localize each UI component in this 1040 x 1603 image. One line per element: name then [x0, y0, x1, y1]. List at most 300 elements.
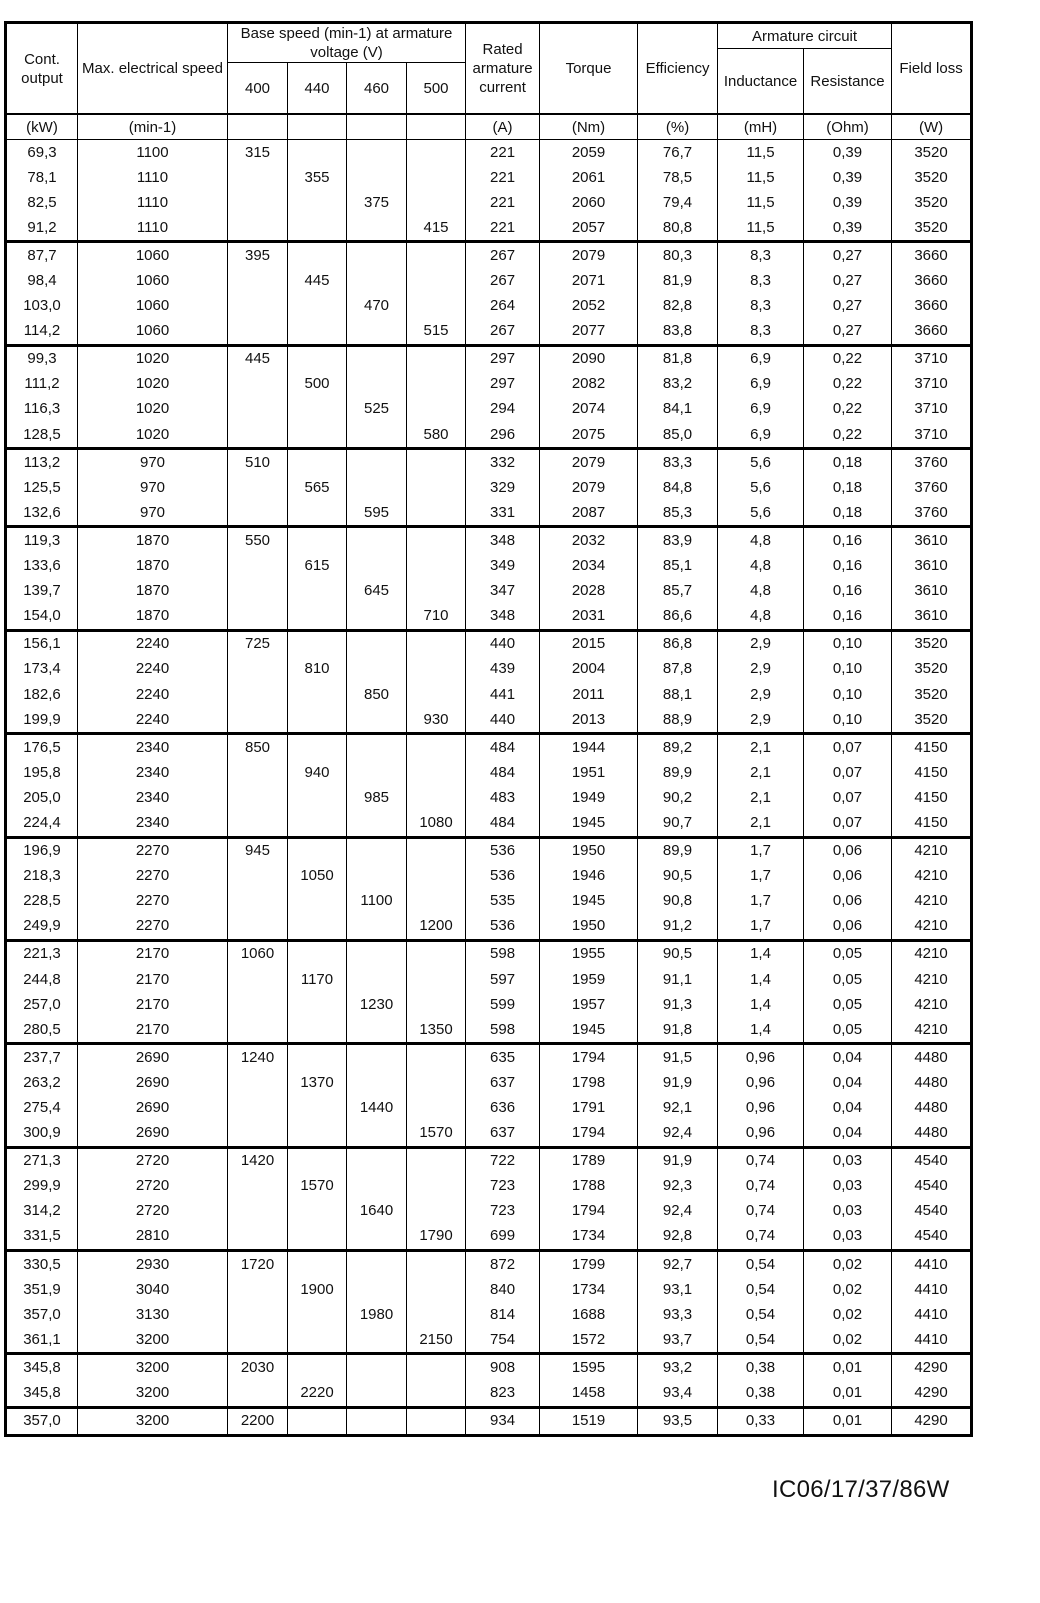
table-row: [6, 630, 972, 657]
inductance-cell: 0,96: [718, 1121, 804, 1148]
rated-current-cell: 348: [466, 527, 540, 554]
torque-cell: 2071: [540, 268, 638, 293]
resistance-cell: 0,39: [804, 140, 892, 166]
table-row: [6, 140, 972, 166]
inductance-cell: 8,3: [718, 319, 804, 346]
field-loss-cell: 4210: [892, 889, 972, 914]
base-speed-cell: [288, 682, 347, 707]
torque-cell: 1572: [540, 1327, 638, 1354]
efficiency-cell: 83,3: [638, 449, 718, 476]
max-speed-cell: 2720: [78, 1147, 228, 1174]
table-row: [6, 1327, 972, 1354]
max-speed-cell: 1060: [78, 242, 228, 269]
efficiency-cell: 86,6: [638, 604, 718, 631]
base-speed-cell: 595: [347, 500, 407, 527]
efficiency-cell: 92,4: [638, 1121, 718, 1148]
field-loss-cell: 3760: [892, 475, 972, 500]
base-speed-cell: [288, 837, 347, 864]
base-speed-cell: [228, 1174, 288, 1199]
rated-current-cell: 484: [466, 810, 540, 837]
inductance-cell: 1,7: [718, 837, 804, 864]
rated-current-cell: 439: [466, 657, 540, 682]
base-speed-cell: 510: [228, 449, 288, 476]
header-base-speed: Base speed (min-1) at armature voltage (V): [228, 23, 466, 63]
field-loss-cell: 4410: [892, 1327, 972, 1354]
base-speed-cell: [288, 1121, 347, 1148]
inductance-cell: 0,74: [718, 1199, 804, 1224]
efficiency-cell: 91,9: [638, 1070, 718, 1095]
resistance-cell: 0,10: [804, 657, 892, 682]
rated-current-cell: 267: [466, 268, 540, 293]
table-row: [6, 760, 972, 785]
base-speed-cell: 500: [288, 372, 347, 397]
torque-cell: 1788: [540, 1174, 638, 1199]
header-max-speed: Max. electrical speed: [78, 23, 228, 115]
base-speed-cell: [347, 837, 407, 864]
table-row: [6, 1095, 972, 1120]
field-loss-cell: 3660: [892, 319, 972, 346]
cont-output-cell: 139,7: [6, 579, 78, 604]
base-speed-cell: [407, 1302, 466, 1327]
base-speed-cell: 1900: [288, 1277, 347, 1302]
cont-output-cell: 218,3: [6, 864, 78, 889]
base-speed-cell: [288, 604, 347, 631]
unit-cell: (min-1): [78, 114, 228, 140]
resistance-cell: 0,27: [804, 294, 892, 319]
inductance-cell: 8,3: [718, 242, 804, 269]
base-speed-cell: [407, 294, 466, 319]
max-speed-cell: 2170: [78, 967, 228, 992]
table-row: [6, 1407, 972, 1435]
rated-current-cell: 637: [466, 1070, 540, 1095]
torque-cell: 2090: [540, 345, 638, 372]
base-speed-cell: 355: [288, 165, 347, 190]
table-row: [6, 1199, 972, 1224]
torque-cell: 1794: [540, 1199, 638, 1224]
efficiency-cell: 89,9: [638, 837, 718, 864]
efficiency-cell: 84,8: [638, 475, 718, 500]
max-speed-cell: 2270: [78, 914, 228, 941]
base-speed-cell: [228, 1327, 288, 1354]
inductance-cell: 0,74: [718, 1224, 804, 1251]
base-speed-cell: [407, 372, 466, 397]
resistance-cell: 0,22: [804, 397, 892, 422]
cont-output-cell: 224,4: [6, 810, 78, 837]
resistance-cell: 0,27: [804, 319, 892, 346]
base-speed-cell: [228, 1095, 288, 1120]
table-row: [6, 1044, 972, 1071]
base-speed-cell: 2030: [228, 1354, 288, 1381]
efficiency-cell: 81,9: [638, 268, 718, 293]
inductance-cell: 4,8: [718, 604, 804, 631]
rated-current-cell: 535: [466, 889, 540, 914]
inductance-cell: 2,9: [718, 630, 804, 657]
max-speed-cell: 2270: [78, 864, 228, 889]
torque-cell: 2061: [540, 165, 638, 190]
base-speed-cell: 1050: [288, 864, 347, 889]
base-speed-cell: [347, 810, 407, 837]
efficiency-cell: 90,5: [638, 940, 718, 967]
base-speed-cell: 470: [347, 294, 407, 319]
base-speed-cell: 1240: [228, 1044, 288, 1071]
max-speed-cell: 2170: [78, 1017, 228, 1044]
base-speed-cell: 550: [228, 527, 288, 554]
base-speed-cell: [228, 682, 288, 707]
rated-current-cell: 814: [466, 1302, 540, 1327]
rated-current-cell: 347: [466, 579, 540, 604]
inductance-cell: 6,9: [718, 422, 804, 449]
efficiency-cell: 80,3: [638, 242, 718, 269]
base-speed-cell: [347, 914, 407, 941]
max-speed-cell: 2240: [78, 657, 228, 682]
base-speed-cell: [407, 527, 466, 554]
base-speed-cell: [407, 992, 466, 1017]
base-speed-cell: [228, 554, 288, 579]
rated-current-cell: 699: [466, 1224, 540, 1251]
base-speed-cell: 810: [288, 657, 347, 682]
base-speed-cell: [347, 760, 407, 785]
rated-current-cell: 294: [466, 397, 540, 422]
base-speed-cell: [228, 1199, 288, 1224]
efficiency-cell: 79,4: [638, 190, 718, 215]
base-speed-cell: [407, 268, 466, 293]
torque-cell: 1595: [540, 1354, 638, 1381]
torque-cell: 2074: [540, 397, 638, 422]
rated-current-cell: 221: [466, 165, 540, 190]
torque-cell: 1794: [540, 1044, 638, 1071]
field-loss-cell: 3520: [892, 215, 972, 242]
table-row: [6, 707, 972, 734]
base-speed-cell: [228, 889, 288, 914]
table-row: [6, 1017, 972, 1044]
base-speed-cell: [347, 449, 407, 476]
torque-cell: 1945: [540, 889, 638, 914]
max-speed-cell: 2270: [78, 889, 228, 914]
efficiency-cell: 92,1: [638, 1095, 718, 1120]
table-row: [6, 810, 972, 837]
max-speed-cell: 2240: [78, 707, 228, 734]
inductance-cell: 0,54: [718, 1302, 804, 1327]
base-speed-cell: [228, 422, 288, 449]
table-row: [6, 889, 972, 914]
base-speed-cell: [407, 967, 466, 992]
cont-output-cell: 345,8: [6, 1381, 78, 1408]
base-speed-cell: 445: [288, 268, 347, 293]
field-loss-cell: 3710: [892, 345, 972, 372]
table-row: [6, 215, 972, 242]
inductance-cell: 1,4: [718, 992, 804, 1017]
resistance-cell: 0,16: [804, 579, 892, 604]
torque-cell: 2011: [540, 682, 638, 707]
torque-cell: 1949: [540, 785, 638, 810]
base-speed-cell: [228, 967, 288, 992]
resistance-cell: 0,01: [804, 1354, 892, 1381]
base-speed-cell: [228, 165, 288, 190]
cont-output-cell: 249,9: [6, 914, 78, 941]
base-speed-cell: [228, 372, 288, 397]
table-row: [6, 657, 972, 682]
base-speed-cell: 1230: [347, 992, 407, 1017]
base-speed-cell: [347, 1147, 407, 1174]
resistance-cell: 0,04: [804, 1095, 892, 1120]
base-speed-cell: [228, 319, 288, 346]
cont-output-cell: 87,7: [6, 242, 78, 269]
base-speed-cell: [288, 500, 347, 527]
field-loss-cell: 3710: [892, 397, 972, 422]
field-loss-cell: 3520: [892, 165, 972, 190]
rated-current-cell: 296: [466, 422, 540, 449]
field-loss-cell: 4210: [892, 1017, 972, 1044]
base-speed-cell: [407, 1147, 466, 1174]
cont-output-cell: 299,9: [6, 1174, 78, 1199]
cont-output-cell: 271,3: [6, 1147, 78, 1174]
cont-output-cell: 182,6: [6, 682, 78, 707]
base-speed-cell: [407, 1174, 466, 1199]
resistance-cell: 0,02: [804, 1277, 892, 1302]
table-row: [6, 345, 972, 372]
base-speed-cell: 1570: [407, 1121, 466, 1148]
base-speed-cell: [407, 345, 466, 372]
torque-cell: 1957: [540, 992, 638, 1017]
field-loss-cell: 3610: [892, 527, 972, 554]
torque-cell: 2087: [540, 500, 638, 527]
efficiency-cell: 82,8: [638, 294, 718, 319]
field-loss-cell: 4480: [892, 1121, 972, 1148]
torque-cell: 2079: [540, 242, 638, 269]
base-speed-cell: [407, 864, 466, 889]
inductance-cell: 6,9: [718, 372, 804, 397]
base-speed-cell: [347, 1277, 407, 1302]
base-speed-cell: [407, 1199, 466, 1224]
resistance-cell: 0,04: [804, 1044, 892, 1071]
table-row: [6, 1174, 972, 1199]
torque-cell: 1799: [540, 1251, 638, 1278]
field-loss-cell: 4540: [892, 1174, 972, 1199]
rated-current-cell: 348: [466, 604, 540, 631]
torque-cell: 2079: [540, 475, 638, 500]
max-speed-cell: 970: [78, 449, 228, 476]
field-loss-cell: 4210: [892, 940, 972, 967]
efficiency-cell: 91,3: [638, 992, 718, 1017]
base-speed-cell: [347, 554, 407, 579]
cont-output-cell: 114,2: [6, 319, 78, 346]
resistance-cell: 0,06: [804, 889, 892, 914]
base-speed-cell: [347, 345, 407, 372]
cont-output-cell: 133,6: [6, 554, 78, 579]
field-loss-cell: 4210: [892, 914, 972, 941]
base-speed-cell: 645: [347, 579, 407, 604]
inductance-cell: 5,6: [718, 500, 804, 527]
resistance-cell: 0,39: [804, 215, 892, 242]
base-speed-cell: [228, 1381, 288, 1408]
efficiency-cell: 85,7: [638, 579, 718, 604]
base-speed-cell: [228, 579, 288, 604]
inductance-cell: 6,9: [718, 345, 804, 372]
max-speed-cell: 1870: [78, 604, 228, 631]
field-loss-cell: 4210: [892, 864, 972, 889]
base-speed-cell: [228, 1277, 288, 1302]
max-speed-cell: 1110: [78, 165, 228, 190]
base-speed-cell: [228, 760, 288, 785]
max-speed-cell: 1870: [78, 579, 228, 604]
header-voltage-400: 400: [228, 63, 288, 115]
base-speed-cell: [407, 1044, 466, 1071]
base-speed-cell: [347, 422, 407, 449]
resistance-cell: 0,10: [804, 630, 892, 657]
efficiency-cell: 93,7: [638, 1327, 718, 1354]
table-row: [6, 1147, 972, 1174]
base-speed-cell: 1170: [288, 967, 347, 992]
unit-cell: (A): [466, 114, 540, 140]
base-speed-cell: [228, 992, 288, 1017]
rated-current-cell: 440: [466, 630, 540, 657]
base-speed-cell: 725: [228, 630, 288, 657]
cont-output-cell: 314,2: [6, 1199, 78, 1224]
max-speed-cell: 3040: [78, 1277, 228, 1302]
cont-output-cell: 280,5: [6, 1017, 78, 1044]
rated-current-cell: 934: [466, 1407, 540, 1435]
max-speed-cell: 2270: [78, 837, 228, 864]
cont-output-cell: 345,8: [6, 1354, 78, 1381]
base-speed-cell: [288, 242, 347, 269]
max-speed-cell: 2240: [78, 682, 228, 707]
max-speed-cell: 3130: [78, 1302, 228, 1327]
efficiency-cell: 83,2: [638, 372, 718, 397]
efficiency-cell: 85,0: [638, 422, 718, 449]
table-row: [6, 268, 972, 293]
max-speed-cell: 3200: [78, 1381, 228, 1408]
inductance-cell: 11,5: [718, 190, 804, 215]
unit-cell: [407, 114, 466, 140]
table-row: [6, 372, 972, 397]
resistance-cell: 0,18: [804, 475, 892, 500]
cont-output-cell: 244,8: [6, 967, 78, 992]
torque-cell: 2028: [540, 579, 638, 604]
efficiency-cell: 90,7: [638, 810, 718, 837]
base-speed-cell: [288, 319, 347, 346]
efficiency-cell: 90,2: [638, 785, 718, 810]
cont-output-cell: 199,9: [6, 707, 78, 734]
field-loss-cell: 3610: [892, 579, 972, 604]
torque-cell: 2034: [540, 554, 638, 579]
base-speed-cell: [347, 165, 407, 190]
base-speed-cell: [407, 940, 466, 967]
base-speed-cell: [407, 190, 466, 215]
cont-output-cell: 357,0: [6, 1302, 78, 1327]
base-speed-cell: [228, 1017, 288, 1044]
base-speed-cell: 1200: [407, 914, 466, 941]
efficiency-cell: 93,3: [638, 1302, 718, 1327]
base-speed-cell: [347, 864, 407, 889]
base-speed-cell: [407, 1251, 466, 1278]
table-row: [6, 864, 972, 889]
header-inductance: Inductance: [718, 49, 804, 115]
base-speed-cell: 1640: [347, 1199, 407, 1224]
max-speed-cell: 2170: [78, 940, 228, 967]
max-speed-cell: 2340: [78, 810, 228, 837]
efficiency-cell: 93,1: [638, 1277, 718, 1302]
base-speed-cell: 940: [288, 760, 347, 785]
resistance-cell: 0,16: [804, 527, 892, 554]
max-speed-cell: 970: [78, 500, 228, 527]
base-speed-cell: [288, 215, 347, 242]
base-speed-cell: [228, 268, 288, 293]
resistance-cell: 0,03: [804, 1174, 892, 1199]
torque-cell: 2052: [540, 294, 638, 319]
resistance-cell: 0,22: [804, 422, 892, 449]
torque-cell: 2057: [540, 215, 638, 242]
header-field-loss: Field loss: [892, 23, 972, 115]
base-speed-cell: [407, 500, 466, 527]
inductance-cell: 5,6: [718, 475, 804, 500]
resistance-cell: 0,16: [804, 554, 892, 579]
rated-current-cell: 754: [466, 1327, 540, 1354]
max-speed-cell: 3200: [78, 1354, 228, 1381]
base-speed-cell: 1100: [347, 889, 407, 914]
resistance-cell: 0,03: [804, 1147, 892, 1174]
torque-cell: 2031: [540, 604, 638, 631]
rated-current-cell: 332: [466, 449, 540, 476]
base-speed-cell: [288, 397, 347, 422]
max-speed-cell: 2340: [78, 760, 228, 785]
efficiency-cell: 86,8: [638, 630, 718, 657]
resistance-cell: 0,06: [804, 864, 892, 889]
table-row: [6, 449, 972, 476]
max-speed-cell: 1020: [78, 372, 228, 397]
efficiency-cell: 93,4: [638, 1381, 718, 1408]
base-speed-cell: 1440: [347, 1095, 407, 1120]
max-speed-cell: 2340: [78, 734, 228, 761]
base-speed-cell: [288, 914, 347, 941]
base-speed-cell: [288, 1407, 347, 1435]
max-speed-cell: 1020: [78, 345, 228, 372]
base-speed-cell: [347, 1017, 407, 1044]
rated-current-cell: 597: [466, 967, 540, 992]
resistance-cell: 0,07: [804, 810, 892, 837]
field-loss-cell: 4150: [892, 760, 972, 785]
efficiency-cell: 85,3: [638, 500, 718, 527]
base-speed-cell: [228, 707, 288, 734]
rated-current-cell: 599: [466, 992, 540, 1017]
base-speed-cell: [407, 397, 466, 422]
field-loss-cell: 4210: [892, 837, 972, 864]
rated-current-cell: 221: [466, 140, 540, 166]
base-speed-cell: 1420: [228, 1147, 288, 1174]
header-torque: Torque: [540, 23, 638, 115]
resistance-cell: 0,01: [804, 1381, 892, 1408]
table-row: [6, 1224, 972, 1251]
base-speed-cell: [228, 914, 288, 941]
resistance-cell: 0,22: [804, 372, 892, 397]
field-loss-cell: 3520: [892, 657, 972, 682]
rated-current-cell: 267: [466, 242, 540, 269]
table-row: [6, 682, 972, 707]
cont-output-cell: 331,5: [6, 1224, 78, 1251]
field-loss-cell: 4480: [892, 1070, 972, 1095]
torque-cell: 1791: [540, 1095, 638, 1120]
resistance-cell: 0,03: [804, 1199, 892, 1224]
inductance-cell: 1,7: [718, 889, 804, 914]
base-speed-cell: [288, 992, 347, 1017]
base-speed-cell: 985: [347, 785, 407, 810]
base-speed-cell: 1980: [347, 1302, 407, 1327]
table-row: [6, 1277, 972, 1302]
base-speed-cell: [288, 190, 347, 215]
torque-cell: 2079: [540, 449, 638, 476]
cont-output-cell: 173,4: [6, 657, 78, 682]
base-speed-cell: [288, 1354, 347, 1381]
rated-current-cell: 635: [466, 1044, 540, 1071]
